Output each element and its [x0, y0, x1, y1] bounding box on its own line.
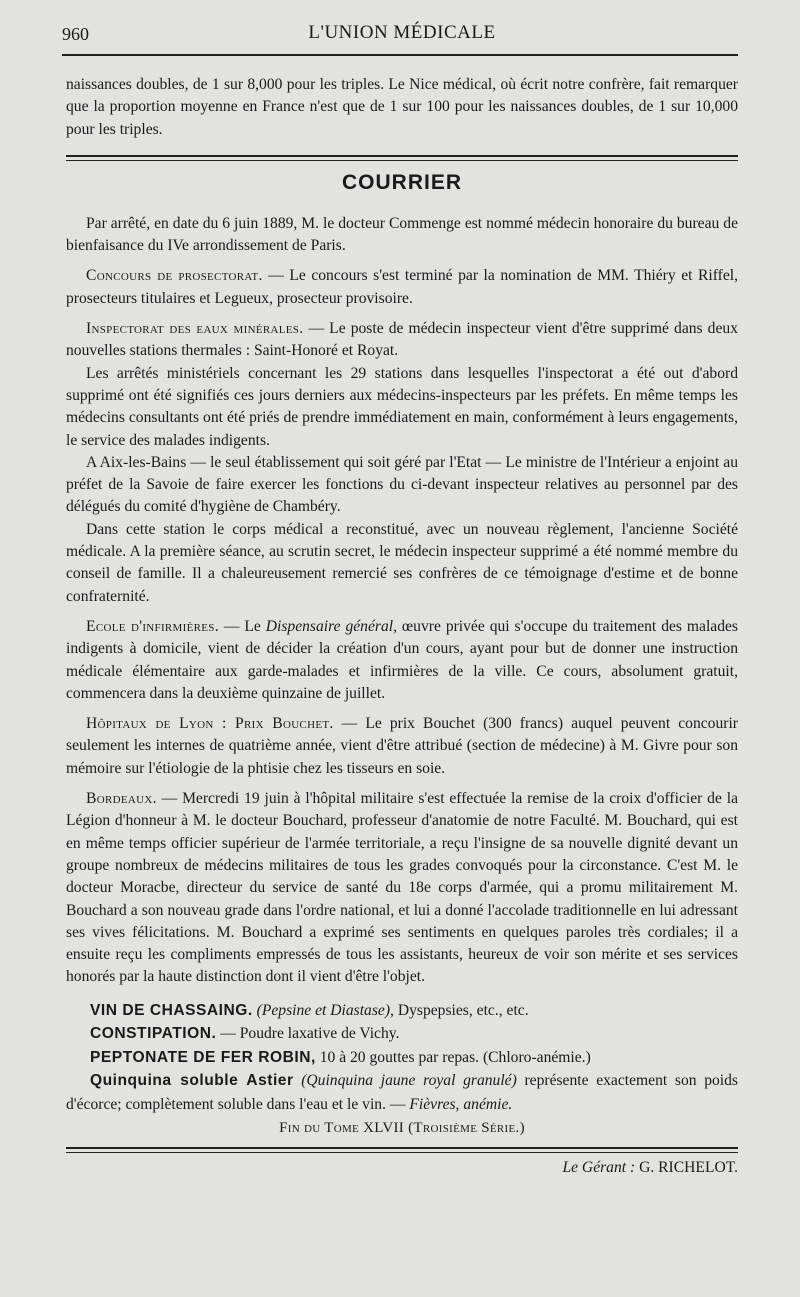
- news-item-inspectorat: [66, 318, 738, 363]
- page-number: 960: [62, 24, 89, 44]
- news-item-arrete: Par arrêté, en date du 6 juin 1889, M. le docteur Commenge est nommé médecin honoraire du bureau de bienfaisance du IVe arrondissement de Paris.: [66, 214, 738, 255]
- ad-quinquina: [66, 1069, 738, 1116]
- item-body: œuvre privée qui s'occupe du traitement des malades indigents à domicile, vient de décider la création d'un cours, ayant pour but de donner une instruction médicale élémentaire aux garde-malades et infirmières de la ville. Ce cours, absolument gratuit, commencera dans la deuxième quinzaine de juillet.: [66, 617, 738, 702]
- volume-end-note: Fin du Tome XLVII (Troisième Série.): [279, 1120, 525, 1137]
- section-title: COURRIER: [341, 170, 462, 194]
- item-emphasis: Dispensaire général,: [265, 617, 397, 635]
- ad-brand: CONSTIPATION.: [90, 1025, 217, 1043]
- ad-note: (Pepsine et Diastase),: [256, 1001, 394, 1019]
- ad-peptonate: [66, 1046, 738, 1070]
- journal-title: L'UNION MÉDICALE: [308, 22, 496, 43]
- continued-paragraph: naissances doubles, de 1 sur 8,000 pour les triples. Le Nice médical, où écrit notre confrère, fait remarquer que la proportion moyenne en France n'est que de 1 sur 100 pour les naissances doubles, de 1 sur 10,000 pour les triples.: [66, 76, 738, 138]
- ad-note: (Quinquina jaune royal granulé): [301, 1072, 517, 1090]
- ad-brand: VIN DE CHASSAING.: [90, 1001, 253, 1019]
- paragraph-arretes: Les arrêtés ministériels concernant les 29 stations dans lesquelles l'inspectorat a été out d'abord supprimé ont été signifiés ces jours derniers aux médecins-inspecteurs par les préfets. En même temps les médecins consultants ont été priés de prendre immédiatement en main, conformément à leurs engagements, le service des malades indigents.: [66, 364, 738, 449]
- publisher-signature: [66, 1159, 738, 1177]
- news-item-bordeaux: [66, 788, 738, 989]
- item-heading: Bordeaux.: [86, 790, 157, 808]
- ad-text: 10 à 20 gouttes par repas. (Chloro-anémie.): [315, 1048, 591, 1066]
- ad-brand: Quinquina soluble Astier: [90, 1072, 294, 1090]
- news-item-lyon: [66, 713, 738, 780]
- section-divider: [66, 155, 738, 161]
- item-heading: Concours de prosectorat.: [86, 267, 263, 285]
- news-item-ecole: [66, 616, 738, 705]
- ad-brand: PEPTONATE DE FER ROBIN,: [90, 1048, 316, 1066]
- footer-rule: [66, 1147, 738, 1153]
- page-header: [62, 18, 738, 54]
- item-body: — Le prix Bouchet (300 francs) auquel peuvent concourir seulement les internes de quatrième année, vient d'être attribué (section de médecine) à M. Givre pour son mémoire sur l'étiologie de la phtisie chez les tisseurs en soie.: [66, 715, 738, 777]
- header-rule: [62, 54, 738, 56]
- item-heading: Inspectorat des eaux minérales.: [86, 320, 304, 338]
- ad-constipation: [66, 1022, 738, 1046]
- item-heading: Hôpitaux de Lyon : Prix Bouchet.: [86, 715, 334, 733]
- paragraph-station: Dans cette station le corps médical a reconstitué, avec un nouveau règlement, l'ancienne Société médicale. A la première séance, au scrutin secret, le médecin inspecteur supprimé a été nommé membre du conseil de famille. Il a chaleureusement remercié ses confrères de ce témoignage d'estime et de bonne confraternité.: [66, 520, 738, 605]
- ad-vin-chassaing: [66, 999, 738, 1023]
- item-body: — Mercredi 19 juin à l'hôpital militaire s'est effectuée la remise de la croix d'officier de la Légion d'honneur à M. le docteur Bouchard, professeur d'anatomie de notre Faculté. M. Bouchard, qui est en même temps officier supérieur de l'armée territoriale, a reçu l'insigne de sa nouvelle dignité devant un groupe nombreux de médecins militaires de tous les grades convoqués pour la circonstance. C'est M. le docteur Moracbe, directeur du service de santé du 18e corps d'armée, qui a promu militairement M. Bouchard a son nouveau grade dans l'ordre national, et lui a donné l'accolade traditionnelle en lui adressant ses vives félicitations. M. Bouchard a exprimé ses sentiments en quelques paroles très cordiales; il a ensuite reçu les compliments empressés de tous les assistants, heureux de voir son mérite et ses services honorés par la haute distinction dont il vient d'être l'objet.: [66, 790, 738, 986]
- gerant-name: G. RICHELOT.: [635, 1159, 738, 1177]
- ad-tail: Fièvres, anémie.: [409, 1095, 513, 1113]
- paragraph-aix-les-bains: A Aix-les-Bains — le seul établissement qui soit géré par l'Etat — Le ministre de l'Intérieur a enjoint au préfet de la Savoie de faire exercer les fonctions du ci-devant inspecteur relatives au personnel par des délégués du comité d'hygiène de Chambéry.: [66, 453, 738, 516]
- item-body: — Le concours s'est terminé par la nomination de MM. Thiéry et Riffel, prosecteurs titulaires et Legueux, prosecteur provisoire.: [66, 267, 739, 307]
- item-body: — Le: [218, 617, 266, 635]
- ad-text: Dyspepsies, etc., etc.: [393, 1001, 529, 1019]
- item-body: — Le poste de médecin inspecteur vient d'être supprimé dans deux nouvelles stations thermales : Saint-Honoré et Royat.: [66, 320, 738, 360]
- ad-text: — Poudre laxative de Vichy.: [216, 1025, 400, 1043]
- news-item-prosectorat: [66, 265, 738, 310]
- gerant-label: Le Gérant :: [562, 1159, 636, 1177]
- ad-text: représente exactement son poids d'écorce; complètement soluble dans l'eau et le vin. —: [66, 1072, 738, 1113]
- item-heading: Ecole d'infirmières.: [86, 617, 219, 635]
